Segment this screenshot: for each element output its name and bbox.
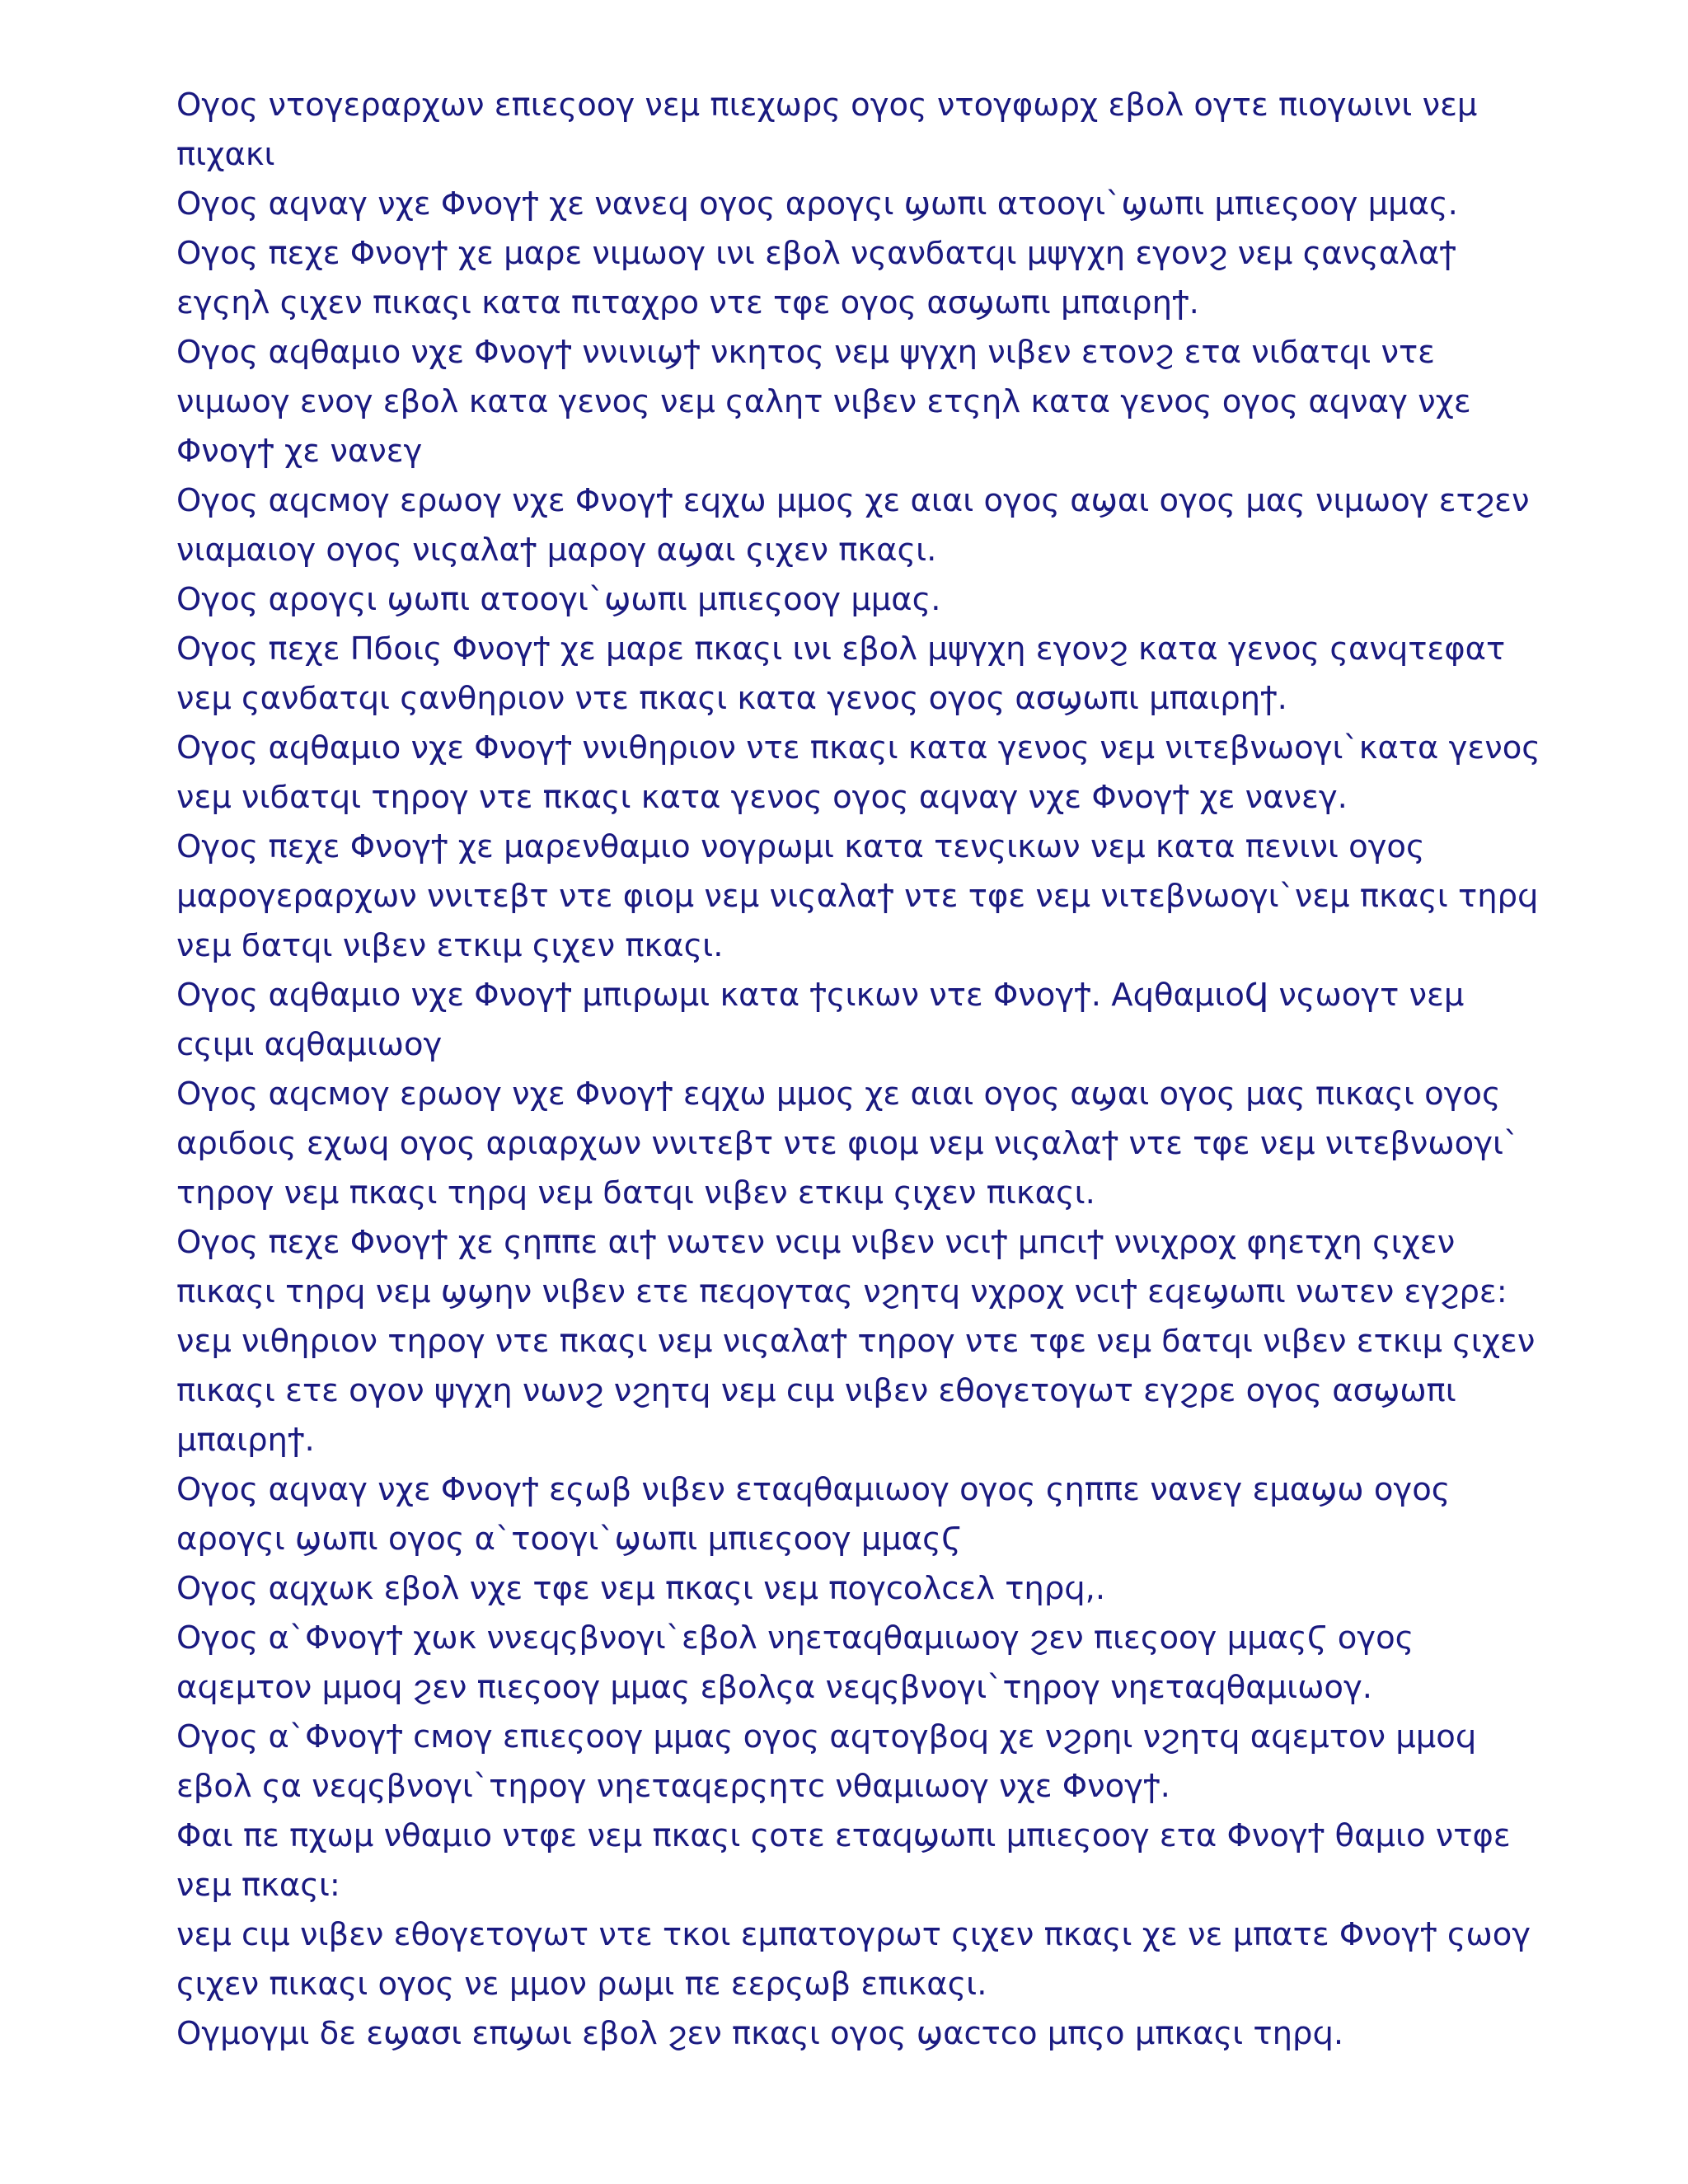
text-line: Ογος πεχε Πϭοις Φνογϯ χε μαρε πκαςι ινι εβολ μψγχη εγονϩ κατα γενος ςανϥτεφατ (176, 630, 1506, 668)
text-line: Ογος αϥθαμιο νχε Φνογϯ μπιρωμι κατα ϯςικων ντε Φνογϯ. ΑϥθαμιοϤ νςωογτ νεμ (176, 977, 1465, 1014)
text-line: Ογος αϥсмογ ερωογ νχε Φνογϯ εϥχω μμος χε αιαι ογος αϣαι ογος μας πικαςι ογος (176, 1076, 1501, 1113)
text-line: εγςηλ ςιχεν πικαςι κατα πιταχρο ντε τφε ογος ασϣωπι μπαιρηϯ. (176, 284, 1199, 321)
text-line: νεμ νιϭατϥι τηρογ ντε πκαςι κατα γενος ογος αϥναγ νχε Φνογϯ χε νανεγ. (176, 779, 1348, 816)
text-line: Ογος αϥθαμιο νχε Φνογϯ ννιθηριον ντε πκαςι κατα γενος νεμ νιτεβνωογι`κατα γενος (176, 729, 1540, 766)
text-line: μαρογεραρχων ννιτεβτ ντε φιομ νεμ νιςαλαϯ ντε τφε νεμ νιτεβνωογι`νεμ πκαςι τηρϥ (176, 878, 1539, 915)
text-line: Ογος αρογςι ϣωπι ατοογι`ϣωπι μπιεςοογ μμας. (176, 581, 941, 618)
text-line: Ογμογμι δε εϣασι επϣωι εβολ ϩεν πκαςι ογος ϣαсτсο μπςο μπκαςι τηρϥ. (176, 2015, 1344, 2052)
text-line: Ογος α`Φνογϯ χωκ ννεϥςβνογι`εβολ νηεταϥθαμιωογ ϩεν πιεςοογ μμαςϚ ογος (176, 1619, 1414, 1657)
text-line: νεμ ςανϭατϥι ςανθηριον ντε πκαςι κατα γενος ογος ασϣωπι μπαιρηϯ. (176, 680, 1287, 717)
text-line: сςιμι αϥθαμιωογ (176, 1026, 443, 1063)
text-line: αϥεμτον μμοϥ ϩεν πιεςοογ μμας εβολςα νεϥςβνογι`τηρογ νηεταϥθαμιωογ. (176, 1669, 1373, 1706)
text-line: Ογος αϥθαμιο νχε Φνογϯ ννινιϣϯ νκητος νεμ ψγχη νιβεν ετονϩ ετα νιϭατϥι ντε (176, 334, 1435, 371)
text-line: Ογος πεχε Φνογϯ χε μαρε νιμωογ ινι εβολ νςανϭατϥι μψγχη εγονϩ νεμ ςανςαλαϯ (176, 235, 1456, 272)
text-line: νεμ πκαςι: (176, 1867, 340, 1904)
text-line: Ογος α`Φνογϯ смογ επιεςοογ μμας ογος αϥτογβοϥ χε νϩρηι νϩητϥ αϥεμτον μμοϥ (176, 1718, 1477, 1755)
text-line: αρογςι ϣωπι ογος α`τοογι`ϣωπι μπιεςοογ μμαςϚ (176, 1521, 962, 1558)
text-line: εβολ ςα νεϥςβνογι`τηρογ νηεταϥερςητс νθαμιωογ νχε Φνογϯ. (176, 1768, 1170, 1805)
text-line: τηρογ νεμ πκαςι τηρϥ νεμ ϭατϥι νιβεν ετκιμ ςιχεν πικαςι. (176, 1174, 1095, 1212)
text-line: πικαςι ετε ογον ψγχη νωνϩ νϩητϥ νεμ сιμ νιβεν εθογετογωτ εγϩρε ογος ασϣωπι (176, 1372, 1456, 1409)
text-line: νιαμαιογ ογος νιςαλαϯ μαρογ αϣαι ςιχεν πκαςι. (176, 532, 937, 569)
text-line: νεμ νιθηριον τηρογ ντε πκαςι νεμ νιςαλαϯ τηρογ ντε τφε νεμ ϭατϥι νιβεν ετκιμ ςιχεν (176, 1323, 1536, 1360)
text-line: Ογος αϥсмογ ερωογ νχε Φνογϯ εϥχω μμος χε αιαι ογος αϣαι ογος μας νιμωογ ετϩεν (176, 482, 1530, 519)
text-line: πικαςι τηρϥ νεμ ϣϣην νιβεν ετε πεϥογτας νϩητϥ νχροχ νсιϯ εϥεϣωπι νωτεν εγϩρε: (176, 1273, 1507, 1310)
text-line: αριϭοις εχωϥ ογος αριαρχων ννιτεβτ ντε φιομ νεμ νιςαλαϯ ντε τφε νεμ νιτεβνωογι` (176, 1125, 1520, 1162)
text-line: μπαιρηϯ. (176, 1422, 315, 1459)
text-line: νεμ ϭατϥι νιβεν ετκιμ ςιχεν πκαςι. (176, 927, 724, 964)
text-line: Ογος πεχε Φνογϯ χε ςηππε αιϯ νωτεν νсιμ νιβεν νсιϯ μпсιϯ ννιχροχ φηετχη ςιχεν (176, 1224, 1456, 1261)
text-line: Φαι πε πχωμ νθαμιο ντφε νεμ πκαςι ςοτε εταϥϣωπι μπιεςοογ ετα Φνογϯ θαμιο ντφε (176, 1817, 1511, 1854)
text-line: πιχακι (176, 136, 275, 173)
text-line: Ογος αϥναγ νχε Φνογϯ εςωβ νιβεν εταϥθαμιωογ ογος ςηππε νανεγ εμαϣω ογος (176, 1471, 1451, 1508)
text-line: Φνογϯ χε νανεγ (176, 433, 423, 470)
text-line: νιμωογ ενογ εβολ κατα γενος νεμ ςαλητ νιβεν ετςηλ κατα γενος ογος αϥναγ νχε (176, 383, 1471, 420)
text-line: νεμ сιμ νιβεν εθογετογωτ ντε τκοι εμπατογρωτ ςιχεν πκαςι χε νε μπατε Φνογϯ ςωογ (176, 1916, 1531, 1953)
text-line: Ογος αϥχωκ εβολ νχε τφε νεμ πκαςι νεμ πογсολсελ τηρϥ,. (176, 1570, 1106, 1607)
text-line: Ογος ντογεραρχων επιεςοογ νεμ πιεχωρς ογος ντογφωρχ εβολ ογτε πιογωινι νεμ (176, 87, 1478, 124)
text-line: Ογος αϥναγ νχε Φνογϯ χε νανεϥ ογος αρογςι ϣωπι ατοογι`ϣωπι μπιεςοογ μμας. (176, 185, 1458, 223)
document-body (176, 81, 1594, 2059)
text-line: Ογος πεχε Φνογϯ χε μαρενθαμιο νογρωμι κατα τενςικων νεμ κατα πενινι ογος (176, 828, 1425, 865)
text-line: ςιχεν πικαςι ογος νε μμον ρωμι πε εερςωβ επικαςι. (176, 1966, 987, 2003)
